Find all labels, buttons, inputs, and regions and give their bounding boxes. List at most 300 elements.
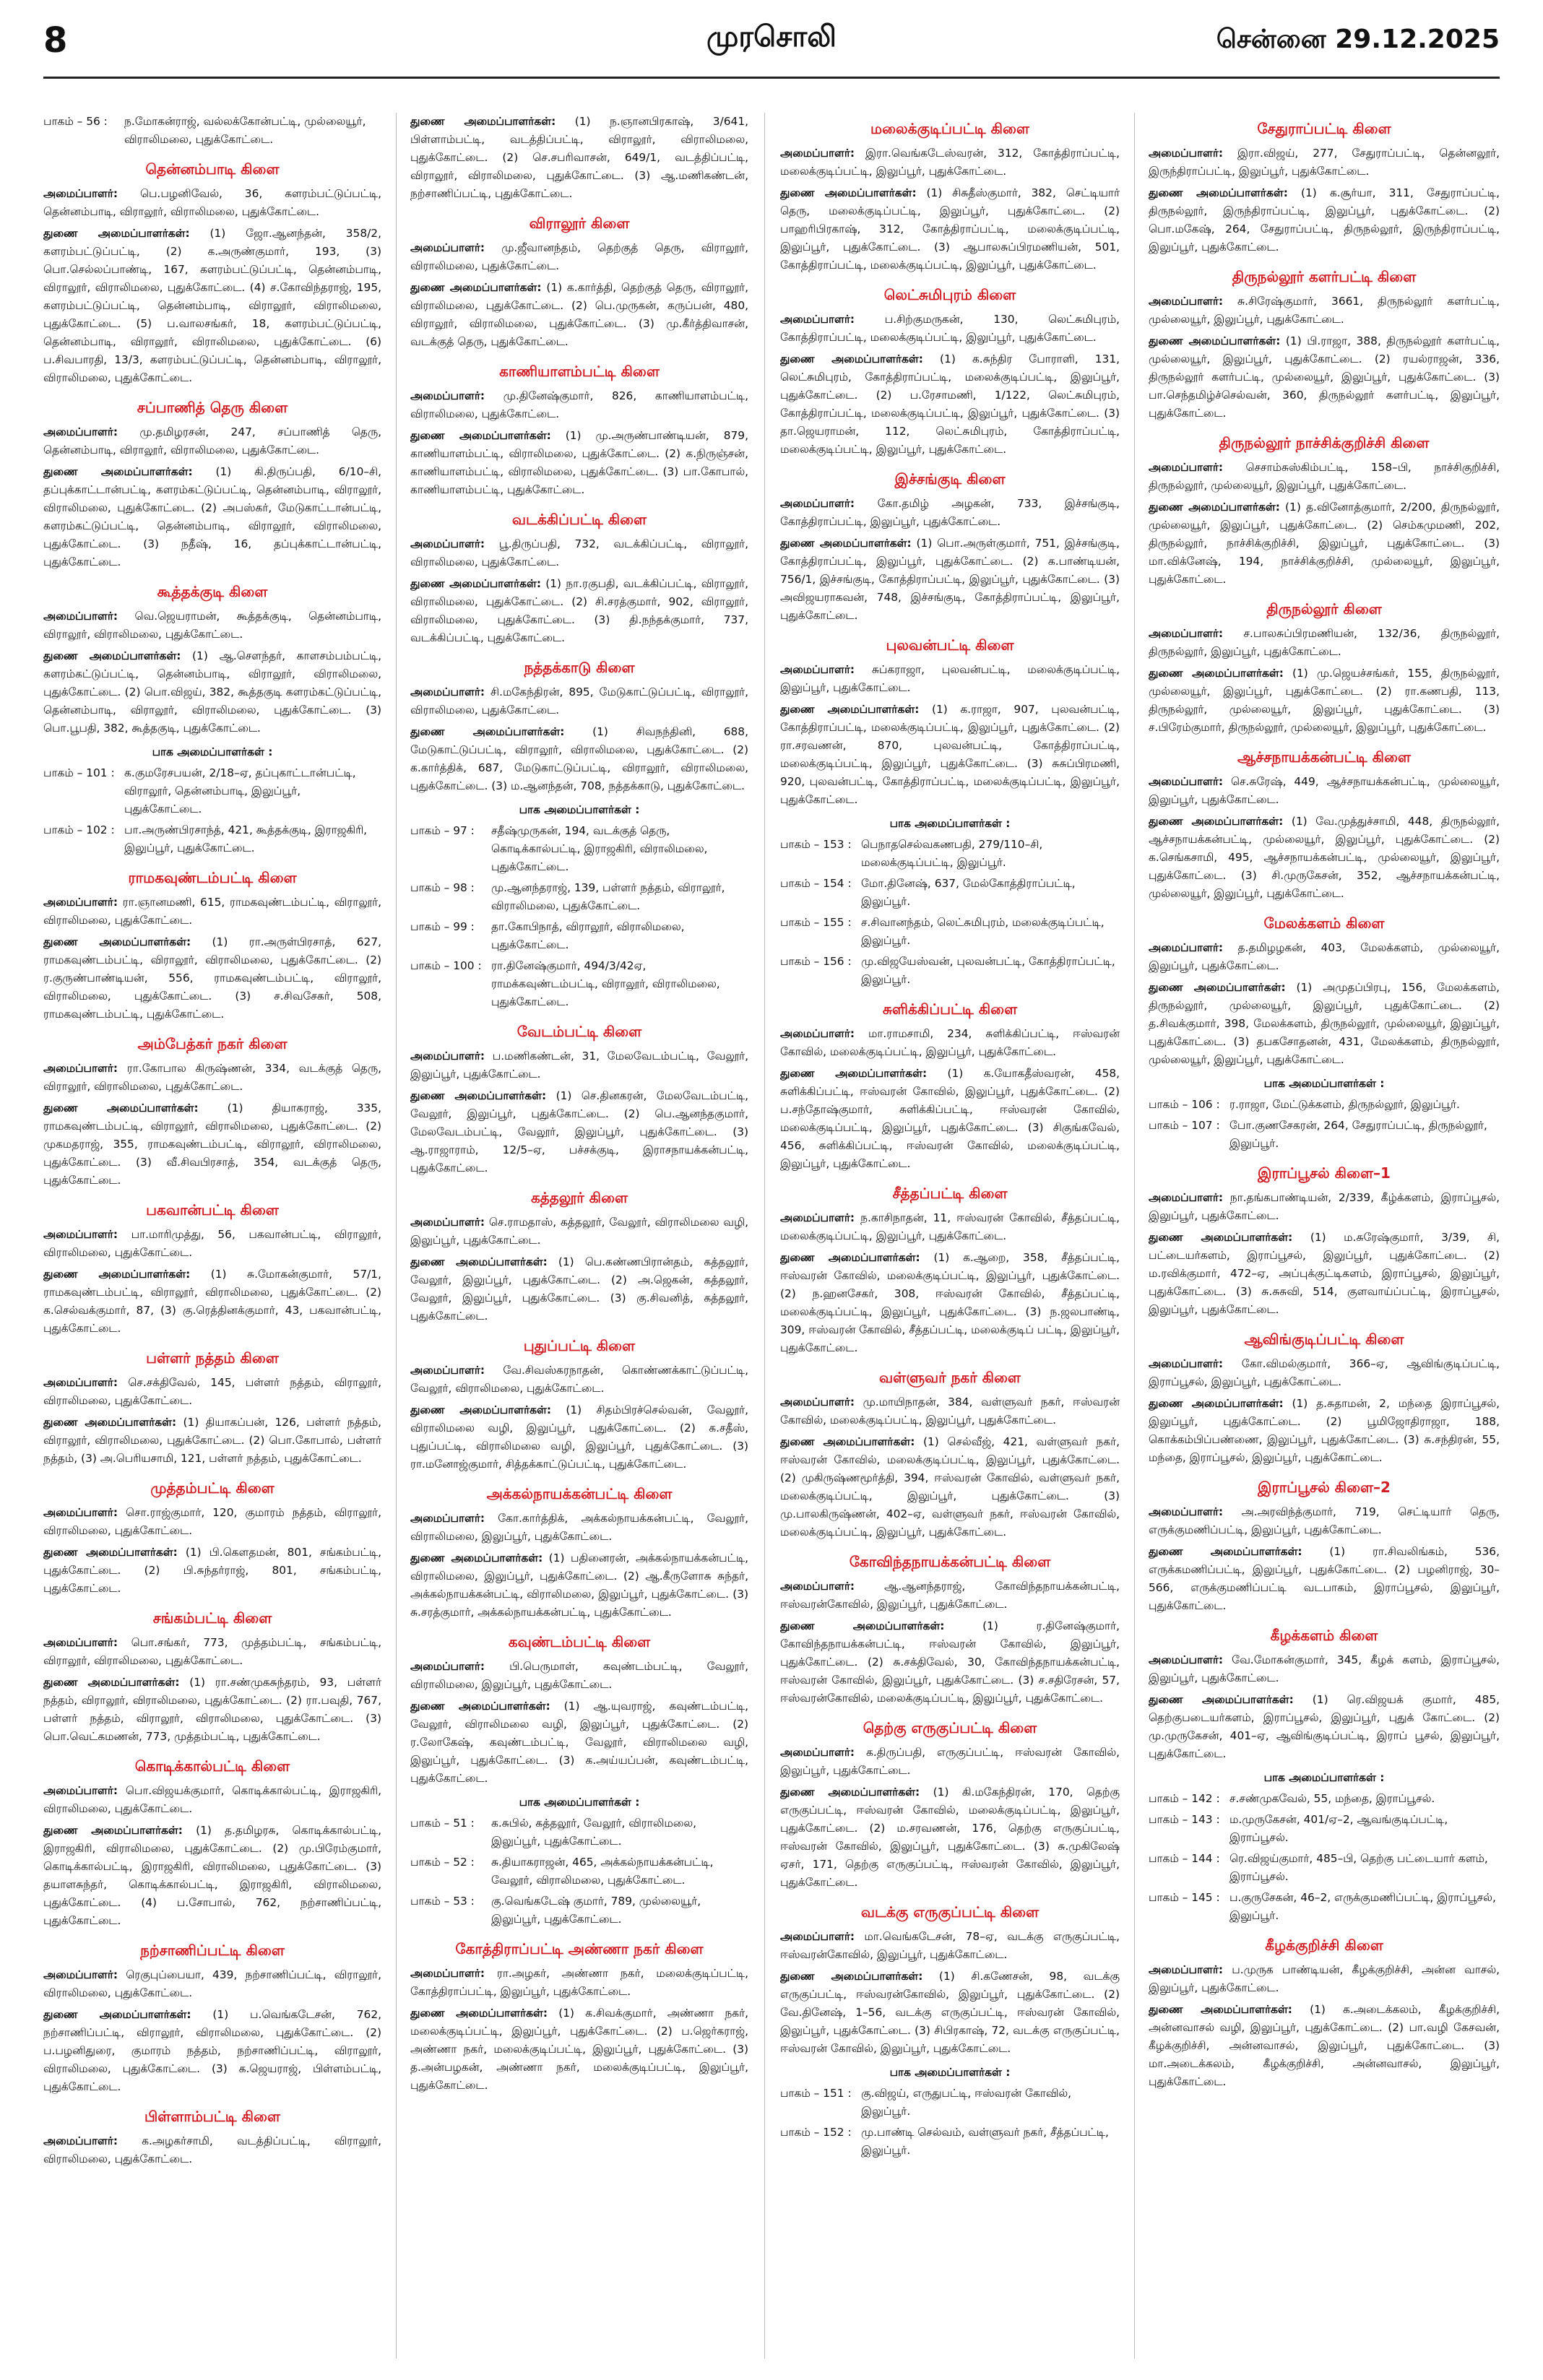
officer-entry <box>410 1658 748 1694</box>
role-label: துணை அமைப்பாளர்கள்: <box>1149 815 1284 828</box>
branch-title: கோத்திராப்பட்டி அண்ணா நகர் கிளை <box>455 1940 704 1957</box>
role-label: அமைப்பாளர்: <box>1149 775 1224 788</box>
officer-details: பூ.திருப்பதி, 732, வடக்கிப்பட்டி, விராலூர், விராலிமலை, புதுக்கோட்டை. <box>410 537 748 568</box>
officer-details: த.தமிழழகன், 403, மேலக்களம், முல்லையூர், இலுப்பூர், புதுக்கோட்டை. <box>1149 941 1500 972</box>
officer-entry <box>1149 1189 1500 1225</box>
officer-entry <box>410 723 748 795</box>
booth-details: மு.ஆனந்தராஜ், 139, பள்ளர் நத்தம், விராலூர், விராலிமலை, புதுக்கோட்டை. <box>491 881 725 912</box>
role-label: அமைப்பாளர்: <box>43 187 118 200</box>
branch-title: வள்ளுவர் நகர் கிளை <box>879 1369 1021 1386</box>
officer-details: (1) ரா.சண்முகசுந்தரம், 93, பள்ளர் நத்தம், விராலூர், விராலிமலை, புதுக்கோட்டை. (2) ரா.பவுதி, 767, பள்ளர் நத்தம், விராலூர், விராலிமலை, புதுக்கோட்டை. (3) பொ.வெட்கமணன், 773, முத்தம்பட்டி, புதுக்கோட்டை. <box>43 1676 381 1743</box>
officer-details: (1) சிதம்பிரச்செல்வன், வேலூர், விராலிமலை வழி, இலுப்பூர், புதுக்கோட்டை. (2) க.சதீஸ், புதுப்பட்டி, விராலிமலை வழி, இலுப்பூர், புதுக்கோட்டை. (3) ரா.மனோஜ்குமார், சித்தக்காட்டுப்பட்டி, புதுக்கோட்டை. <box>410 1403 748 1471</box>
role-label: அமைப்பாளர்: <box>1149 295 1224 308</box>
officer-entry <box>780 1249 1120 1357</box>
role-label: துணை அமைப்பாளர்கள்: <box>410 725 565 738</box>
branch-section <box>43 1348 381 1468</box>
branch-section <box>410 1632 748 1929</box>
branch-title: லெட்சுமிபுரம் கிளை <box>883 286 1016 303</box>
role-label: அமைப்பாளர்: <box>1149 1505 1224 1518</box>
officer-entry <box>410 239 748 275</box>
officer-entry <box>780 701 1120 809</box>
role-label: அமைப்பாளர்: <box>1149 1963 1224 1976</box>
booth-number: பாகம் – 100 : <box>410 959 482 972</box>
booth-entry <box>1149 1811 1500 1847</box>
officer-details: பொ.விஜயக்குமார், கொடிக்கால்பட்டி, இராஜகிரி, விராலிமலை, புதுக்கோட்டை. <box>43 1784 381 1815</box>
column-3 <box>780 113 1120 2358</box>
officer-details: ச.பாலசுப்பிரமணியன், 132/36, திருநல்லூர், திருநல்லூர், இலுப்பூர், புதுக்கோட்டை. <box>1149 627 1500 658</box>
branch-title: அம்பேத்கர் நகர் கிளை <box>137 1035 288 1052</box>
booth-details: க.சுபில், கத்தலூர், வேலூர், விராலிமலை, இலுப்பூர், புதுக்கோட்டை. <box>491 1817 697 1848</box>
booth-entry <box>1149 1889 1500 1925</box>
branch-title: வடக்கு எருகுப்பட்டி கிளை <box>860 1903 1040 1921</box>
booth-number: பாகம் – 154 : <box>780 877 852 890</box>
officer-details: வே.சிவஸ்கரநாதன், கொண்ணக்காட்டுப்பட்டி, வேலூர், விராலிமலை, புதுக்கோட்டை. <box>410 1364 748 1395</box>
role-label: துணை அமைப்பாளர்கள்: <box>780 1786 920 1799</box>
officer-entry <box>410 1510 748 1546</box>
branch-section <box>780 1902 1120 2160</box>
officer-details: (1) சிவநந்தினி, 688, மேடுகாட்டுப்பட்டி, விராலூர், விராலிமலை, புதுக்கோட்டை. (2) க.கார்த்திக், 687, மேடுகாட்டுப்பட்டி, விராலூர், விராலிமலை, புதுக்கோட்டை. (3) ம.ஆனந்தன், 708, நத்தக்காடு, புதுக்கோட்டை. <box>410 725 748 792</box>
branch-title: திருநல்லூர் நாச்சிக்குறிச்சி கிளை <box>1219 434 1430 451</box>
officer-entry <box>780 1209 1120 1245</box>
role-label: அமைப்பாளர்: <box>43 1784 118 1797</box>
branch-section <box>410 1336 748 1474</box>
role-label: துணை அமைப்பாளர்கள்: <box>410 1089 547 1102</box>
officer-entry <box>43 225 381 387</box>
branch-section <box>780 1367 1120 1541</box>
branch-section <box>43 1756 381 1930</box>
branch-section <box>43 159 381 387</box>
role-label: துணை அமைப்பாளர்கள்: <box>410 429 551 442</box>
column-divider <box>1134 113 1135 2358</box>
booth-number: பாகம் – 53 : <box>410 1895 475 1908</box>
branch-section <box>1149 267 1500 423</box>
branch-section <box>43 2106 381 2168</box>
role-label: துணை அமைப்பாளர்கள்: <box>1149 334 1281 347</box>
officer-entry <box>1149 979 1500 1069</box>
booth-entry <box>410 918 748 954</box>
role-label: அமைப்பாளர்: <box>780 1027 855 1040</box>
officer-details: (1) பொ.அருள்குமார், 751, இச்சங்குடி, கோத்திராப்பட்டி, இலுப்பூர், புதுக்கோட்டை. (2) க.பாண்டியன், 756/1, இச்சங்குடி, கோத்திராப்பட்டி, இலுப்பூர், புதுக்கோட்டை. (3) அவிஜயராகவன், 748, இச்சங்குடி, கோத்திராப்பட்டி, இலுப்பூர், புதுக்கோட்டை. <box>780 537 1120 622</box>
booth-number: பாகம் – 56 : <box>43 115 108 128</box>
booth-number: பாகம் – 152 : <box>780 2126 852 2139</box>
officer-entry <box>1149 773 1500 809</box>
officer-details: வெ.ஜெயராமன், கூத்தக்குடி, தென்னம்பாடி, விராலூர், விராலிமலை, புதுக்கோட்டை. <box>43 610 381 641</box>
role-label: அமைப்பாளர்: <box>410 1967 485 1980</box>
booth-heading: பாக அமைப்பாளர்கள் : <box>519 1796 640 1809</box>
role-label: அமைப்பாளர்: <box>410 685 485 698</box>
booth-number: பாகம் – 144 : <box>1149 1852 1220 1865</box>
officer-details: க.திருப்பதி, எருகுப்பட்டி, ஈஸ்வரன் கோவில், இலுப்பூர், புதுக்கோட்டை. <box>780 1746 1120 1777</box>
officer-details: (1) ஜோ.ஆனந்தன், 358/2, களரம்பட்டுப்பட்டி, (2) க.அருண்குமார், 193, (3) பொ.செல்லப்பாண்டி, 167, களரம்பட்டுப்பட்டி, தென்னம்பாடி, விராலூர், விராலிமலை, புதுக்கோட்டை. (4) ச.கோவிந்தராஜ், 195, களரம்பட்டுப்பட்டி, தென்னம்பாடி, விராலூர், விராலிமலை, புதுக்கோட்டை. (5) ப.வாலசங்கர், 18, களரம்பட்டுப்பட்டி, தென்னம்பாடி, விராலூர், விராலிமலை, புதுக்கோட்டை. (6) ப.சிவபாரதி, 13/3, களரம்பட்டுப்பட்டி, தென்னம்பாடி, விராலூர், விராலிமலை, புதுக்கோட்டை. <box>43 227 381 384</box>
officer-entry <box>43 1822 381 1930</box>
officer-details: (1) ம.சுரேஷ்குமார், 3/39, சி, பட்டையர்களம், இராப்பூசல், இலுப்பூர், புதுக்கோட்டை. (2) ம.ரவிக்குமார், 472–ஏ, அப்புக்குட்டிகளம், இராப்பூசல், இலுப்பூர், புதுக்கோட்டை. (3) சு.சுசுவி, 514, குளவாய்ப்பட்டி, இராப்பூசல், இலுப்பூர், புதுக்கோட்டை. <box>1149 1231 1500 1316</box>
officer-details: (1) க.யோகதீஸ்வரன், 458, சுளிக்கிப்பட்டி, ஈஸ்வரன் கோவில், இலுப்பூர், புதுக்கோட்டை. (2) ப.சந்தோஷ்குமார், சுளிக்கிப்பட்டி, ஈஸ்வரன் கோவில், மலைக்குடிப்பட்டி, இலுப்பூர், புதுக்கோட்டை. (3) சிகுங்கவேல், 456, சுளிக்கிப்பட்டி, ஈஸ்வரன் கோவில், மலைக்குடிப்பட்டி, இலுப்பூர், புதுக்கோட்டை. <box>780 1067 1120 1170</box>
role-label: அமைப்பாளர்: <box>780 1580 855 1593</box>
officer-details: கோ.விமல்குமார், 366–ஏ, ஆவிங்குடிப்பட்டி, இராப்பூசல், இலுப்பூர், புதுக்கோட்டை. <box>1149 1357 1500 1388</box>
officer-entry <box>43 1966 381 2002</box>
branch-section <box>410 361 748 499</box>
branch-section <box>43 1478 381 1598</box>
officer-entry <box>1149 184 1500 256</box>
officer-details: செ.ராமதாஸ், கத்தலூர், வேலூர், விராலிமலை வழி, இலுப்பூர், புதுக்கோட்டை. <box>410 1216 748 1247</box>
officer-details: (1) பதினைரன், அக்கல்நாயக்கன்பட்டி, விராலிமலை, இலுப்பூர், புதுக்கோட்டை. (2) ஆ.கீருளோசு சுந்தர், அக்கல்நாயக்கன்பட்டி, விராலிமலை, இலுப்பூர், புதுக்கோட்டை. (3) சு.சரத்குமார், அக்கல்நாயக்கன்பட்டி, புதுக்கோட்டை. <box>410 1552 748 1619</box>
branch-section <box>780 635 1120 989</box>
officer-entry <box>43 1782 381 1818</box>
booth-number: பாகம் – 97 : <box>410 824 475 837</box>
booth-heading: பாக அமைப்பாளர்கள் : <box>889 817 1011 830</box>
branch-section <box>410 113 748 203</box>
branch-title: கோவிந்தநாயக்கன்பட்டி கிளை <box>849 1553 1051 1570</box>
officer-entry <box>410 1253 748 1325</box>
role-label: துணை அமைப்பாளர்கள்: <box>780 1251 920 1264</box>
branch-section <box>43 113 381 149</box>
booth-entry <box>410 1892 748 1929</box>
branch-title: சங்கம்பட்டி கிளை <box>152 1609 272 1627</box>
officer-entry <box>43 1226 381 1262</box>
officer-entry <box>410 1362 748 1398</box>
branch-section <box>1149 433 1500 589</box>
officer-entry <box>43 1634 381 1670</box>
booth-entry <box>410 879 748 915</box>
officer-entry <box>43 647 381 737</box>
column-divider <box>396 113 397 2358</box>
officer-details: (1) க.ஆறை, 358, சீத்தப்பட்டி, ஈஸ்வரன் கோவில், மலைக்குடிப்பட்டி, இலுப்பூர், புதுக்கோட்டை. (2) ந.ஹனசேகர், 308, ஈஸ்வரன் கோவில், சீத்தப்பட்டி, மலைக்குடிப்பட்டி, இலுப்பூர், புதுக்கோட்டை. (3) ந.ஜலபாண்டி, 309, ஈஸ்வரன் கோவில், சீத்தப்பட்டி, மலைக்குடிப் பட்டி, இலுப்பூர், புதுக்கோட்டை. <box>780 1251 1120 1354</box>
officer-entry <box>43 933 381 1024</box>
officer-details: (1) சு.மோகன்குமார், 57/1, ராமகவுண்டம்பட்டி, விராலூர், விராலிமலை, புதுக்கோட்டை. (2) க.செல்வக்குமார், 87, (3) கு.ரெத்தினக்குமார், 43, பகவான்பட்டி, புதுக்கோட்டை. <box>43 1268 381 1335</box>
branch-title: கொடிக்கால்பட்டி கிளை <box>134 1757 290 1775</box>
officer-entry <box>43 2006 381 2096</box>
branch-section <box>1149 747 1500 903</box>
role-label: அமைப்பாளர்: <box>780 1746 855 1759</box>
role-label: துணை அமைப்பாளர்கள்: <box>410 2007 548 2020</box>
officer-entry <box>410 387 748 423</box>
branch-title: மலைக்குடிப்பட்டி கிளை <box>870 120 1029 137</box>
branch-section <box>780 999 1120 1173</box>
branch-title: புலவன்பட்டி கிளை <box>886 636 1014 654</box>
booth-details: ர.ராஜா, மேட்டுக்களம், திருநல்லூர், இலுப்பூர். <box>1229 1098 1460 1111</box>
booth-details: ம.முருகேசன், 401/ஏ–2, ஆவங்குடிப்பட்டி, இராப்பூசல். <box>1229 1813 1448 1844</box>
officer-entry <box>780 1393 1120 1429</box>
role-label: அமைப்பாளர்: <box>410 537 485 550</box>
officer-entry <box>1149 1229 1500 1319</box>
officer-entry <box>780 311 1120 347</box>
branch-section <box>780 1183 1120 1357</box>
role-label: துணை அமைப்பாளர்கள்: <box>410 1552 543 1565</box>
officer-entry <box>410 575 748 647</box>
branch-title: சப்பாணித் தெரு கிளை <box>137 399 288 416</box>
header-rule <box>43 77 1500 79</box>
booth-details: பெநாதசெல்வகணபதி, 279/110–சி, மலைக்குடிப்பட்டி, இலுப்பூர். <box>861 838 1043 869</box>
booth-entry <box>410 1853 748 1890</box>
role-label: அமைப்பாளர்: <box>43 425 118 438</box>
officer-details: (1) க.சிவக்குமார், அண்ணா நகர், மலைக்குடிப்பட்டி, இலுப்பூர், புதுக்கோட்டை. (2) ப.ஜெர்கராஜ், அண்ணா நகர், மலைக்குடிப்பட்டி, இலுப்பூர், புதுக்கோட்டை. (3) த.அன்பழகன், அண்ணா நகர், மலைக்குடிப்பட்டி, இலுப்பூர், புதுக்கோட்டை. <box>410 2007 748 2092</box>
officer-details: (1) த.வினோத்குமார், 2/200, திருநல்லூர், முல்லையூர், இலுப்பூர், புதுக்கோட்டை. (2) செம்கமுமணி, 202, திருநல்லூர், நாச்சிக்குறிச்சி, இலுப்பூர், புதுக்கோட்டை. (3) மா.விக்னேஷ், 194, நாச்சிக்குறிச்சி, முல்லையூர், இலுப்பூர், புதுக்கோட்டை. <box>1149 501 1500 586</box>
officer-details: பொ.சங்கர், 773, முத்தம்பட்டி, சங்கம்பட்டி, விராலூர், விராலிமலை, புதுக்கோட்டை. <box>43 1636 381 1667</box>
officer-details: ப.சிற்குமருகன், 130, லெட்சுமிபுரம், கோத்திராப்பட்டி, மலைக்குடிப்பட்டி, இலுப்பூர், புதுக்கோட்டை. <box>780 313 1120 344</box>
column-1 <box>43 113 381 2358</box>
officer-details: (1) த.தமிழரசு, கொடிக்கால்பட்டி, இராஜகிரி, விராலிமலை, புதுக்கோட்டை. (2) மு.பிரேம்குமார், கொடிக்கால்பட்டி, இராஜகிரி, விராலிமலை, புதுக்கோட்டை. (3) தயாளசுந்தர், கொடிக்கால்பட்டி, இராஜகிரி, விராலிமலை, புதுக்கோட்டை. (4) ப.சோபால், 762, நற்சாணிப்பட்டி, புதுக்கோட்டை. <box>43 1824 381 1927</box>
officer-entry <box>1149 498 1500 589</box>
booth-details: கு.விஜய், எருதுபட்டி, ஈஸ்வரன் கோவில், இலுப்பூர். <box>861 2087 1072 2118</box>
branch-title: இச்சங்குடி கிளை <box>894 470 1006 488</box>
officer-details: ந.காசிநாதன், 11, ஈஸ்வரன் கோவில், சீத்தப்பட்டி, மலைக்குடிப்பட்டி, இலுப்பூர், புதுக்கோட்டை. <box>780 1211 1120 1242</box>
branch-section <box>780 285 1120 459</box>
officer-entry <box>410 279 748 351</box>
officer-entry <box>410 1087 748 1177</box>
role-label: துணை அமைப்பாளர்கள்: <box>410 1700 550 1713</box>
officer-entry <box>43 1099 381 1190</box>
role-label: துணை அமைப்பாளர்கள்: <box>1149 981 1286 994</box>
branch-section <box>780 1552 1120 1708</box>
role-label: துணை அமைப்பாளர்கள்: <box>1149 2003 1292 2016</box>
booth-heading: பாக அமைப்பாளர்கள் : <box>1263 1771 1385 1784</box>
officer-details: மு.தினேஷ்குமார், 826, காணியாளம்பட்டி, விராலிமலை, புதுக்கோட்டை. <box>410 389 748 420</box>
role-label: துணை அமைப்பாளர்கள்: <box>410 1255 548 1268</box>
officer-entry <box>1149 1651 1500 1687</box>
booth-number: பாகம் – 151 : <box>780 2087 852 2100</box>
role-label: அமைப்பாளர்: <box>410 1050 485 1063</box>
officer-details: ப.முருக பாண்டியன், கீழக்குறிச்சி, அன்ன வாசல், இலுப்பூர், புதுக்கோட்டை. <box>1149 1963 1500 1994</box>
booth-entry <box>780 953 1120 989</box>
role-label: அமைப்பாளர்: <box>1149 461 1224 474</box>
branch-section <box>780 469 1120 625</box>
branch-section <box>1149 599 1500 737</box>
branch-section <box>1149 1625 1500 1925</box>
booth-number: பாகம் – 51 : <box>410 1817 475 1830</box>
officer-details: (1) க.கார்த்தி, தெற்குத் தெரு, விராலூர், விராலிமலை, புதுக்கோட்டை. (2) பெ.முருகன், கருப்பன், 480, விராலூர், விராலிமலை, புதுக்கோட்டை. (3) மு.கீர்த்திவாசன், வடக்குத் தெரு, புதுக்கோட்டை. <box>410 281 748 348</box>
officer-entry <box>43 607 381 644</box>
officer-entry <box>780 1744 1120 1780</box>
branch-title: கூத்தக்குடி கிளை <box>157 583 268 600</box>
role-label: அமைப்பாளர்: <box>1149 1357 1224 1370</box>
officer-details: (1) அமுதப்பிரபு, 156, மேலக்களம், திருநல்லூர், முல்லையூர், இலுப்பூர், புதுக்கோட்டை. (2) த.சிவக்குமார், 398, மேலக்களம், திருநல்லூர், முல்லையூர், இலுப்பூர், புதுக்கோட்டை. (3) தபகசோதனன், 431, மேலக்களம், திருநல்லூர், முல்லையூர், இலுப்பூர், புதுக்கோட்டை. <box>1149 981 1500 1066</box>
officer-details: (1) த.சுதாமன், 2, மந்தை இராப்பூசல், இலுப்பூர், புதுக்கோட்டை. (2) பூமிஜோதிராஜா, 188, கொக்கம்பிப்பண்ணை, இலுப்பூர், புதுக்கோட்டை. (3) சு.சந்திரன், 55, மந்தை, இராப்பூசல், இலுப்பூர், புதுக்கோட்டை. <box>1149 1397 1500 1464</box>
role-label: துணை அமைப்பாளர்கள்: <box>410 115 556 128</box>
booth-number: பாகம் – 156 : <box>780 955 852 968</box>
officer-entry <box>780 1578 1120 1614</box>
branch-section <box>1149 118 1500 256</box>
booth-heading: பாக அமைப்பாளர்கள் : <box>1263 1077 1385 1090</box>
officer-details: ஆ.ஆனந்தராஜ், கோவிந்தநாயக்கன்பட்டி, ஈஸ்வரன்கோவில், இலுப்பூர், புதுக்கோட்டை. <box>780 1580 1120 1611</box>
booth-number: பாகம் – 102 : <box>43 823 115 836</box>
role-label: அமைப்பாளர்: <box>780 1211 855 1224</box>
branch-title: பிள்ளாம்பட்டி கிளை <box>144 2108 280 2125</box>
officer-details: (1) பெ.கண்ணபிரான்தம், கத்தலூர், வேலூர், இலுப்பூர், புதுக்கோட்டை. (2) அ.ஜெகன், கத்தலூர், வேலூர், இலுப்பூர், புதுக்கோட்டை. (3) கு.சிவனித், கத்தலூர், புதுக்கோட்டை. <box>410 1255 748 1323</box>
officer-details: கோ.கார்த்திக், அக்கல்நாயக்கன்பட்டி, வேலூர், விராலிமலை, இலுப்பூர், புதுக்கோட்டை. <box>410 1512 748 1543</box>
officer-details: (1) செ.தினகரன், மேலவேடம்பட்டி, வேலூர், இலுப்பூர், புதுக்கோட்டை. (2) பெ.ஆனந்தகுமார், மேலவேடம்பட்டி, வேலூர், இலுப்பூர், புதுக்கோட்டை. (3) ஆ.ராஜாராம், 12/5–ஏ, பச்சக்குடி, இராசநாயக்கன்பட்டி, புதுக்கோட்டை. <box>410 1089 748 1174</box>
role-label: துணை அமைப்பாளர்கள்: <box>1149 1231 1293 1244</box>
officer-details: (1) தியாகப்பன், 126, பள்ளர் நத்தம், விராலூர், விராலிமலை, புதுக்கோட்டை. (2) பொ.கோபால், பள்ளர் நத்தம், (3) அ.பெரியசாமி, 121, பள்ளர் நத்தம், புதுக்கோட்டை. <box>43 1416 381 1465</box>
branch-title: கீழக்குறிச்சி கிளை <box>1265 1937 1383 1954</box>
booth-entry <box>780 914 1120 950</box>
role-label: துணை அமைப்பாளர்கள்: <box>43 1102 199 1115</box>
role-label: அமைப்பாளர்: <box>410 1660 485 1673</box>
role-label: துணை அமைப்பாளர்கள்: <box>43 465 193 478</box>
booth-heading: பாக அமைப்பாளர்கள் : <box>889 2066 1011 2079</box>
branch-title: விராலூர் கிளை <box>529 215 630 232</box>
officer-details: க.அழகர்சாமி, வடத்திப்பட்டி, விராலூர், விராலிமலை, புதுக்கோட்டை. <box>43 2134 381 2165</box>
role-label: துணை அமைப்பாளர்கள்: <box>1149 1545 1302 1558</box>
officer-entry <box>780 1968 1120 2058</box>
branch-title: கத்தலூர் கிளை <box>530 1189 628 1206</box>
officer-entry <box>1149 2001 1500 2091</box>
paper-name: முரசொலி <box>706 20 837 53</box>
role-label: துணை அமைப்பாளர்கள்: <box>43 935 191 948</box>
role-label: அமைப்பாளர்: <box>780 663 855 676</box>
branch-section <box>1149 1163 1500 1319</box>
role-label: துணை அமைப்பாளர்கள்: <box>1149 667 1284 680</box>
officer-details: (1) பி.ராஜா, 388, திருநல்லூர் களர்பட்டி, முல்லையூர், இலுப்பூர், புதுக்கோட்டை. (2) ரயல்ராஜன், 336, திருநல்லூர் களர்பட்டி, முல்லையூர், இலுப்பூர், புதுக்கோட்டை. (3) பா.செந்தமிழ்ச்செல்வன், 360, திருநல்லூர் களர்பட்டி, இலுப்பூர், புதுக்கோட்டை. <box>1149 334 1500 420</box>
role-label: துணை அமைப்பாளர்கள்: <box>780 1970 923 1983</box>
role-label: அமைப்பாளர்: <box>780 497 855 510</box>
officer-entry <box>410 1401 748 1474</box>
officer-details: வே.மோகன்குமார், 345, கீழக் களம், இராப்பூசல், இலுப்பூர், புதுக்கோட்டை. <box>1149 1653 1500 1684</box>
booth-entry <box>43 113 381 149</box>
booth-entry <box>410 1814 748 1851</box>
masthead <box>43 20 1500 72</box>
officer-entry <box>410 1965 748 2001</box>
officer-entry <box>780 1025 1120 1061</box>
role-label: அமைப்பாளர்: <box>43 1968 118 1981</box>
role-label: துணை அமைப்பாளர்கள்: <box>780 1067 928 1080</box>
officer-details: இரா.வெங்கடேஸ்வரன், 312, கோத்திராப்பட்டி, மலைக்குடிப்பட்டி, இலுப்பூர், புதுக்கோட்டை. <box>780 147 1120 178</box>
role-label: அமைப்பாளர்: <box>1149 1191 1224 1204</box>
officer-details: பா.மாரிமுத்து, 56, பகவான்பட்டி, விராலூர், விராலிமலை, புதுக்கோட்டை. <box>43 1228 381 1259</box>
officer-entry <box>410 113 748 203</box>
officer-entry <box>1149 625 1500 661</box>
officer-details: (1) ரா.அருள்பிரசாத், 627, ராமகவுண்டம்பட்டி, விராலூர், விராலிமலை, புதுக்கோட்டை. (2) ர.குருண்பாண்டியன், 556, ராமகவுண்டம்பட்டி, விராலூர், விராலிமலை, புதுக்கோட்டை. (3) ச.சிவசேகர், 508, ராமகவுண்டம்பட்டி, புதுக்கோட்டை. <box>43 935 381 1021</box>
officer-details: கோ.தமிழ் அழகன், 733, இச்சங்குடி, கோத்திராப்பட்டி, இலுப்பூர், புதுக்கோட்டை. <box>780 497 1120 528</box>
officer-details: (1) நா.ரகுபதி, வடக்கிப்பட்டி, விராலூர், விராலிமலை, புதுக்கோட்டை. (2) சி.சரத்குமார், 902, விராலூர், விராலிமலை, புதுக்கோட்டை. (3) தி.நந்தக்குமார், 737, வடக்கிப்பட்டி, புதுக்கோட்டை. <box>410 577 748 644</box>
branch-title: புதுப்பட்டி கிளை <box>523 1337 636 1354</box>
branch-title: திருநல்லூர் களர்பட்டி கிளை <box>1232 268 1417 285</box>
booth-number: பாகம் – 145 : <box>1149 1891 1220 1904</box>
booth-number: பாகம் – 143 : <box>1149 1813 1220 1826</box>
role-label: அமைப்பாளர்: <box>410 241 485 254</box>
branch-section <box>780 118 1120 274</box>
officer-entry <box>43 1544 381 1598</box>
officer-details: (1) ர.தினேஷ்குமார், கோவிந்தநாயக்கன்பட்டி, ஈஸ்வரன் கோவில், இலுப்பூர், புதுக்கோட்டை. (2) சு.சக்திவேல், 30, கோவிந்தநாயக்கன்பட்டி, ஈஸ்வரன் கோவில், இலுப்பூர், புதுக்கோட்டை. (3) ச.சதிரேசன், 57, ஈஸ்வரன்கோவில், மலைக்குடிப்பட்டி, இலுப்பூர், புதுக்கோட்டை. <box>780 1619 1120 1705</box>
branch-section <box>410 1187 748 1325</box>
officer-entry <box>780 1433 1120 1541</box>
officer-entry <box>780 350 1120 459</box>
branch-title: ராமகவுண்டம்பட்டி கிளை <box>128 869 297 886</box>
branch-title: மேலக்களம் கிளை <box>1263 914 1385 932</box>
booth-number: பாகம் – 101 : <box>43 766 115 779</box>
branch-title: நற்சாணிப்பட்டி கிளை <box>140 1942 285 1959</box>
booth-entry <box>1149 1096 1500 1114</box>
booth-details: கு.வெங்கடேஷ் குமார், 789, முல்லையூர், இலுப்பூர், புதுக்கோட்டை. <box>491 1895 701 1926</box>
officer-details: செ.சக்திவேல், 145, பள்ளர் நத்தம், விராலூர், விராலிமலை, புதுக்கோட்டை. <box>43 1376 381 1407</box>
officer-entry <box>1149 332 1500 423</box>
officer-entry <box>780 1928 1120 1964</box>
branch-title: பள்ளர் நத்தம் கிளை <box>146 1349 279 1367</box>
booth-details: தா.கோபிநாத், விராலூர், விராலிமலை, புதுக்கோட்டை. <box>491 920 685 951</box>
role-label: துணை அமைப்பாளர்கள்: <box>43 2008 191 2021</box>
officer-entry <box>43 2132 381 2168</box>
role-label: துணை அமைப்பாளர்கள்: <box>43 1416 177 1429</box>
officer-details: ரா.ஞானமணி, 615, ராமகவுண்டம்பட்டி, விராலூர், விராலிமலை, புதுக்கோட்டை. <box>43 896 381 927</box>
branch-title: இராப்பூசல் கிளை–2 <box>1258 1479 1391 1496</box>
booth-details: ரெ.விஜய்குமார், 485–பி, தெற்கு பட்டையார் களம், இராப்பூசல். <box>1229 1852 1488 1883</box>
officer-details: (1) க.ராஜா, 907, புலவன்பட்டி, கோத்திராப்பட்டி, மலைக்குடிப்பட்டி, இலுப்பூர், புதுக்கோட்டை. (2) ரா.சரவணன், 870, புலவன்பட்டி, கோத்திராப்பட்டி, மலைக்குடிப்பட்டி, இலுப்பூர், புதுக்கோட்டை. (3) சுசுப்பிரமணி, 920, புலவன்பட்டி, கோத்திராப்பட்டி, மலைக்குடிப்பட்டி, இலுப்பூர், புதுக்கோட்டை. <box>780 703 1120 806</box>
booth-number: பாகம் – 107 : <box>1149 1119 1220 1132</box>
booth-number: பாகம் – 106 : <box>1149 1098 1220 1111</box>
booth-number: பாகம் – 153 : <box>780 838 852 851</box>
officer-entry <box>43 463 381 571</box>
role-label: துணை அமைப்பாளர்கள்: <box>1149 501 1280 514</box>
officer-entry <box>780 535 1120 625</box>
booth-details: மோ.தினேஷ், 637, மேல்கோத்திராப்பட்டி, இலுப்பூர். <box>861 877 1076 908</box>
officer-entry <box>1149 1355 1500 1391</box>
officer-entry <box>1149 1543 1500 1615</box>
role-label: அமைப்பாளர்: <box>780 313 855 326</box>
role-label: துணை அமைப்பாளர்கள்: <box>1149 1397 1284 1410</box>
booth-details: ரா.தினேஷ்குமார், 494/3/42ஏ, ராமக்கவுண்டம்பட்டி, விராலூர், விராலிமலை, புதுக்கோட்டை. <box>491 959 720 1008</box>
booth-entry <box>1149 1790 1500 1808</box>
officer-entry <box>410 1047 748 1083</box>
officer-details: மா.ராமசாமி, 234, சுளிக்கிப்பட்டி, ஈஸ்வரன் கோவில், மலைக்குடிப்பட்டி, இலுப்பூர், புதுக்கோட்டை. <box>780 1027 1120 1058</box>
branch-section <box>1149 1935 1500 2091</box>
branch-title: வடக்கிப்பட்டி கிளை <box>511 511 647 528</box>
role-label: துணை அமைப்பாளர்கள்: <box>43 1824 183 1837</box>
officer-details: செ.சுரேஷ், 449, ஆச்சநாயக்கன்பட்டி, முல்லையூர், இலுப்பூர், புதுக்கோட்டை. <box>1149 775 1500 806</box>
booth-entry <box>1149 1850 1500 1886</box>
officer-details: (1) வே.முத்துச்சாமி, 448, திருநல்லூர், ஆச்சநாயக்கன்பட்டி, முல்லையூர், இலுப்பூர், புதுக்கோட்டை. (2) க.செங்கசாமி, 495, ஆச்சநாயக்கன்பட்டி, முல்லையூர், இலுப்பூர், புதுக்கோட்டை. (3) சி.முருகேசன், 352, ஆச்சநாயக்கன்பட்டி, முல்லையூர், இலுப்பூர், புதுக்கோட்டை. <box>1149 815 1500 900</box>
officer-entry <box>1149 1961 1500 1997</box>
officer-details: மு.ஜீவானந்தம், தெற்குத் தெரு, விராலூர், விராலிமலை, புதுக்கோட்டை. <box>410 241 748 272</box>
officer-entry <box>410 1549 748 1622</box>
role-label: அமைப்பாளர்: <box>43 1636 118 1649</box>
booth-number: பாகம் – 52 : <box>410 1856 475 1869</box>
officer-entry <box>43 423 381 459</box>
role-label: அமைப்பாளர்: <box>43 2134 118 2147</box>
branch-section <box>43 1034 381 1190</box>
branch-section <box>43 1940 381 2096</box>
column-2 <box>410 113 748 2358</box>
dateline: சென்னை 29.12.2025 <box>1216 25 1500 54</box>
role-label: துணை அமைப்பாளர்கள்: <box>1149 186 1288 199</box>
officer-details: (1) மு.அருண்பாண்டியன், 879, காணியாளம்பட்டி, விராலிமலை, புதுக்கோட்டை. (2) க.நிருஞ்சன், காணியாளம்பட்டி, விராலிமலை, புதுக்கோட்டை. (3) பா.கோபால், காணியாளம்பட்டி, புதுக்கோட்டை. <box>410 429 748 496</box>
role-label: அமைப்பாளர்: <box>780 1930 855 1943</box>
branch-section <box>780 1718 1120 1892</box>
role-label: துணை அமைப்பாளர்கள்: <box>43 649 181 662</box>
branch-section <box>43 1608 381 1746</box>
role-label: துணை அமைப்பாளர்கள்: <box>780 186 917 199</box>
role-label: துணை அமைப்பாளர்கள்: <box>780 352 923 365</box>
role-label: அமைப்பாளர்: <box>43 1506 118 1519</box>
officer-details: பெ.பழனிவேல், 36, களரம்பட்டுப்பட்டி, தென்னம்பாடி, விராலூர், விராலிமலை, புதுக்கோட்டை. <box>43 187 381 218</box>
role-label: அமைப்பாளர்: <box>410 389 485 402</box>
officer-entry <box>410 1213 748 1250</box>
column-divider <box>764 113 765 2358</box>
officer-entry <box>1149 665 1500 737</box>
booth-entry <box>43 764 381 818</box>
branch-section <box>410 1021 748 1177</box>
role-label: துணை அமைப்பாளர்கள்: <box>780 1435 915 1448</box>
officer-details: மா.வெங்கடேசன், 78–ஏ, வடக்கு எருகுப்பட்டி, ஈஸ்வரன்கோவில், இலுப்பூர், புதுக்கோட்டை. <box>780 1930 1120 1961</box>
role-label: அமைப்பாளர்: <box>780 1395 855 1408</box>
booth-details: க.குமரேசபயன், 2/18–ஏ, தப்புகாட்டான்பட்டி, விராலூர், தென்னம்பாடி, இலுப்பூர், புதுக்கோட்டை. <box>124 766 356 815</box>
officer-details: (1) ஆ.யுவராஜ், கவுண்டம்பட்டி, வேலூர், விராலிமலை வழி, இலுப்பூர், புதுக்கோட்டை. (2) ர.லோகேஷ், கவுண்டம்பட்டி, வேலூர், விராலிமலை வழி, இலுப்பூர், புதுக்கோட்டை. (3) க.அய்யப்பன், கவுண்டம்பட்டி, புதுக்கோட்டை. <box>410 1700 748 1785</box>
branch-title: தெற்கு எருகுப்பட்டி கிளை <box>863 1719 1037 1736</box>
booth-number: பாகம் – 99 : <box>410 920 475 933</box>
role-label: துணை அமைப்பாளர்கள்: <box>780 537 912 550</box>
officer-entry <box>780 1783 1120 1892</box>
booth-details: மு.விஜயேஸ்வன், புலவன்பட்டி, கோத்திராப்பட்டி, இலுப்பூர். <box>861 955 1115 986</box>
branch-title: அக்கல்நாயக்கன்பட்டி கிளை <box>486 1485 673 1502</box>
booth-details: சதீஷ்முருகன், 194, வடக்குத் தெரு, கொடிக்கால்பட்டி, இராஜகிரி, விராலிமலை, புதுக்கோட்டை. <box>491 824 708 873</box>
